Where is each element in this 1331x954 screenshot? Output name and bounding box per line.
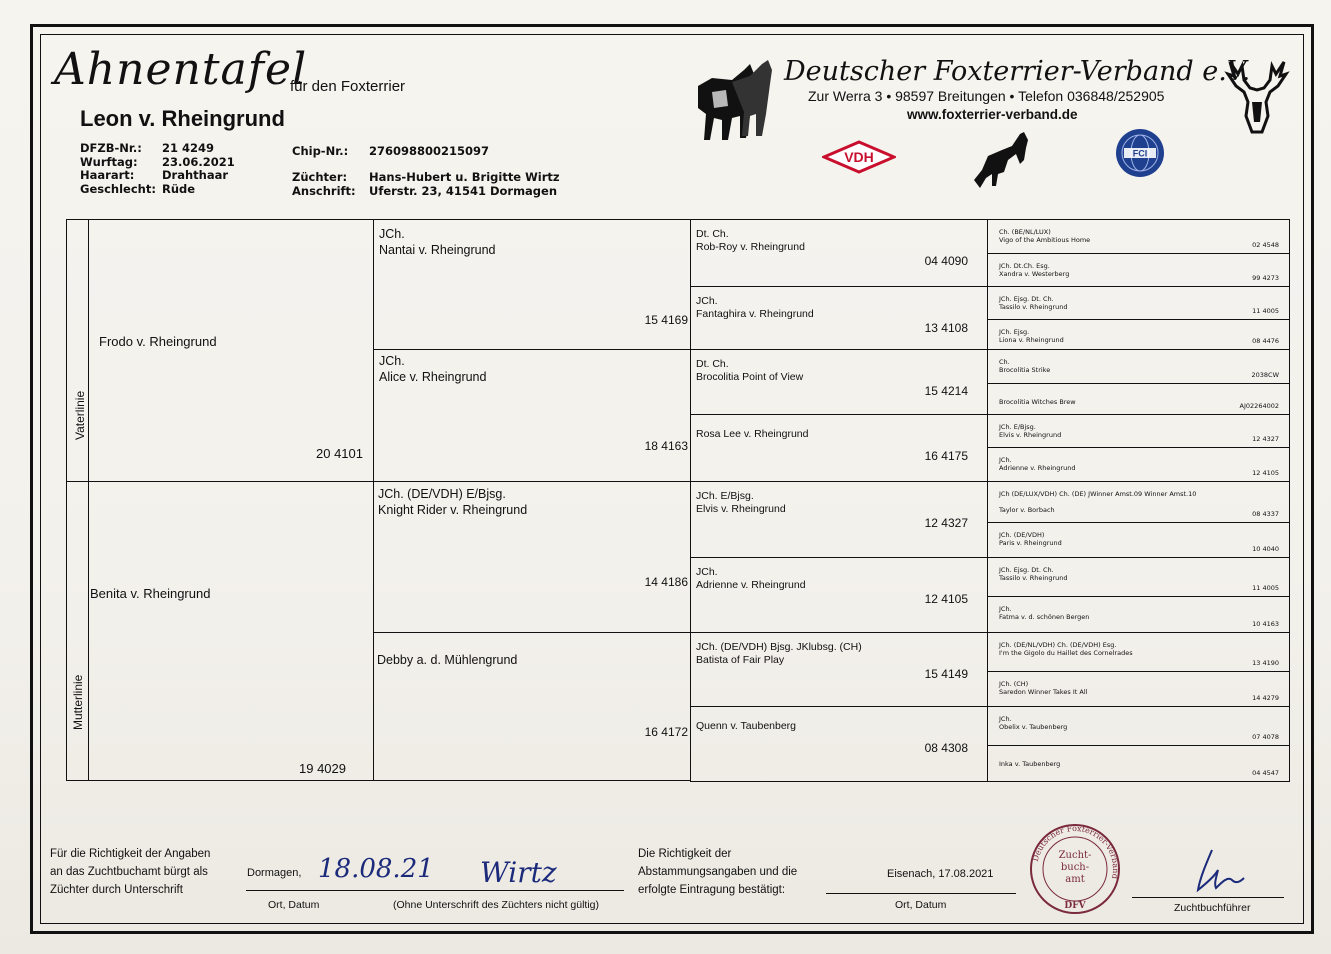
gen4-title: JCh. Ejsg. Dt. Ch. (999, 566, 1054, 574)
mutterlinie-label: Mutterlinie (71, 674, 85, 730)
gen3-reg: 15 4149 (924, 667, 968, 681)
gen2-name: Knight Rider v. Rheingrund (378, 503, 528, 517)
gen4-cell (987, 383, 1290, 415)
gen4-cell (987, 745, 1290, 782)
zuechter-label: Züchter: (292, 170, 348, 184)
gen4-reg: 99 4273 (1252, 274, 1279, 282)
gen4-name: Elvis v. Rheingrund (999, 431, 1062, 439)
association-website: www.foxterrier-verband.de (907, 107, 1078, 122)
dam-name: Benita v. Rheingrund (90, 586, 211, 601)
zuechter-value: Hans-Hubert u. Brigitte Wirtz (369, 170, 560, 184)
stamp-center-line: amt (1065, 874, 1085, 885)
gen4-title: JCh (DE/LUX/VDH) Ch. (DE) JWinner Amst.09 Winner Amst.10 (999, 490, 1197, 498)
gen4-name: Fatma v. d. schönen Bergen (999, 613, 1090, 621)
gen3-name: Rosa Lee v. Rheingrund (696, 428, 809, 440)
signature-note: (Ohne Unterschrift des Züchters nicht gültig) (393, 899, 600, 911)
confirmation-text (638, 845, 797, 899)
gen3-reg: 12 4105 (924, 592, 968, 606)
gen3-title: Dt. Ch. (696, 228, 729, 240)
gen4-reg: 12 4327 (1252, 435, 1279, 443)
breeder-date-handwritten: 18.08.21 (318, 854, 434, 884)
gen4-cell (987, 414, 1290, 448)
gen3-title: JCh. E/Bjsg. (696, 490, 754, 502)
gen4-title: JCh. E/Bjsg. (999, 423, 1036, 431)
gen4-cell (987, 632, 1290, 672)
gen4-reg: AJ02264002 (1239, 402, 1279, 410)
gen4-name: Inka v. Taubenberg (999, 760, 1061, 768)
gen4-title: JCh. (DE/VDH) (999, 531, 1045, 539)
sire-cell (66, 219, 374, 482)
stamp-bottom-text: DFV (1064, 901, 1086, 911)
breeder-signature: Wirtz (480, 856, 557, 889)
confirmation-line: Abstammungsangaben und die (638, 866, 798, 878)
gen4-title: Ch. (999, 358, 1010, 366)
vdh-logo-icon (822, 140, 896, 174)
gen3-cell (690, 632, 988, 707)
breeder-values (369, 171, 560, 198)
gen3-cell (690, 286, 988, 350)
vaterlinie-label: Vaterlinie (73, 390, 87, 440)
gen4-name: Brocolitia Strike (999, 366, 1051, 374)
document-title: Ahnentafel (54, 44, 308, 95)
gen4-name: Xandra v. Westerberg (999, 270, 1070, 278)
association-name: Deutscher Foxterrier-Verband e.V. (784, 56, 1251, 87)
gen3-cell (690, 349, 988, 415)
gen4-cell (987, 253, 1290, 287)
gen4-title: JCh. (CH) (999, 680, 1029, 688)
pedigree-table (66, 219, 1290, 781)
breeder-declaration (50, 845, 210, 899)
dog-silhouette-logo-icon (968, 126, 1036, 192)
gen2-reg: 15 4169 (644, 313, 688, 327)
gen4-cell (987, 557, 1290, 597)
gen4-name: Brocolitia Witches Brew (999, 398, 1076, 406)
gen4-reg: 10 4163 (1252, 620, 1279, 628)
gen4-cell (987, 481, 1290, 523)
anschrift-value: Uferstr. 23, 41541 Dormagen (369, 183, 558, 198)
gen2-reg: 16 4172 (644, 725, 688, 739)
registrar-label: Zuchtbuchführer (1174, 902, 1251, 914)
gen4-reg: 08 4476 (1252, 337, 1279, 345)
haarart-label: Haarart: (80, 168, 135, 182)
gen4-title: JCh. (DE/NL/VDH) Ch. (DE/VDH) Esg. (999, 641, 1117, 649)
gen4-reg: 08 4337 (1252, 510, 1279, 518)
vdh-logo-text: VDH (844, 149, 874, 165)
gen4-cell (987, 319, 1290, 350)
fci-logo-icon (1114, 127, 1166, 179)
gen3-name: Fantaghira v. Rheingrund (696, 308, 814, 320)
gen2-title: JCh. (DE/VDH) E/Bjsg. (378, 487, 506, 501)
gen2-cell (373, 349, 691, 482)
breeder-labels (292, 171, 356, 198)
gen3-reg: 08 4308 (924, 741, 968, 755)
stag-head-logo-icon (1222, 58, 1292, 138)
gen4-title: JCh. (999, 456, 1012, 464)
gen4-name: I'm the Gigolo du Haillet des Cornelrades (999, 649, 1133, 657)
wurftag-value: 23.06.2021 (162, 154, 235, 169)
gen4-reg: 13 4190 (1252, 659, 1279, 667)
gen3-name: Adrienne v. Rheingrund (696, 579, 806, 591)
gen3-reg: 12 4327 (924, 516, 968, 530)
gen3-reg: 13 4108 (924, 321, 968, 335)
gen2-cell (373, 632, 691, 781)
gen4-title: JCh. Ejsg. Dt. Ch. (999, 295, 1054, 303)
gen3-name: Elvis v. Rheingrund (696, 503, 786, 515)
gen4-name: Liona v. Rheingrund (999, 336, 1064, 344)
breeder-place: Dormagen, (247, 867, 302, 879)
gen4-reg: 07 4078 (1252, 733, 1279, 741)
stamp-center-line: Zucht- (1058, 850, 1092, 861)
sire-name: Frodo v. Rheingrund (99, 334, 217, 349)
document-subtitle: für den Foxterrier (290, 78, 406, 95)
gen4-cell (987, 522, 1290, 558)
gen3-reg: 16 4175 (924, 449, 968, 463)
wurftag-label: Wurftag: (80, 154, 138, 169)
gen2-title: JCh. (379, 227, 405, 241)
gen4-cell (987, 447, 1290, 482)
gen3-title: JCh. (696, 566, 718, 578)
gen4-cell (987, 706, 1290, 746)
gen4-name: Tassilo v. Rheingrund (999, 574, 1068, 582)
gen2-title: JCh. (379, 354, 405, 368)
gen4-cell (987, 219, 1290, 254)
ort-datum-label: Ort, Datum (268, 899, 320, 911)
registrar-signature-icon (1192, 846, 1252, 896)
gen2-cell (373, 219, 691, 350)
geschlecht-value: Rüde (162, 181, 196, 196)
gen4-reg: 10 4040 (1252, 545, 1279, 553)
gen4-cell (987, 671, 1290, 707)
gen4-name: Obelix v. Taubenberg (999, 723, 1068, 731)
gen2-reg: 14 4186 (644, 575, 688, 589)
gen3-title: JCh. (696, 295, 718, 307)
gen4-reg: 14 4279 (1252, 694, 1279, 702)
gen2-name: Nantai v. Rheingrund (379, 243, 496, 257)
gen4-name: Saredon Winner Takes It All (999, 688, 1088, 696)
breeder-declaration-line: Züchter durch Unterschrift (50, 884, 183, 896)
breeder-declaration-line: an das Zuchtbuchamt bürgt als (50, 866, 208, 878)
gen4-reg: 02 4548 (1252, 241, 1279, 249)
gen3-name: Batista of Fair Play (696, 654, 785, 666)
gen4-name: Taylor v. Borbach (999, 506, 1055, 514)
stamp-center-line: buch- (1060, 862, 1090, 873)
gen3-cell (690, 414, 988, 482)
gen4-title: JCh. Dt.Ch. Esg. (999, 262, 1050, 270)
breeder-signature-line (246, 890, 624, 891)
gen3-cell (690, 706, 988, 782)
anschrift-label: Anschrift: (292, 183, 356, 198)
dam-cell (66, 481, 374, 781)
geschlecht-label: Geschlecht: (80, 181, 156, 196)
gen4-title: Ch. (BE/NL/LUX) (999, 228, 1051, 236)
fci-logo-text: FCI (1132, 148, 1148, 159)
office-date-line (826, 893, 1016, 894)
gen3-name: Rob-Roy v. Rheingrund (696, 241, 805, 253)
dfzb-value: 21 4249 (162, 141, 215, 155)
chip-label: Chip-Nr.: (292, 144, 349, 158)
gen4-cell (987, 349, 1290, 384)
gen3-cell (690, 219, 988, 287)
sire-reg: 20 4101 (316, 446, 363, 461)
dam-reg: 19 4029 (299, 761, 346, 776)
gen4-name: Tassilo v. Rheingrund (999, 303, 1068, 311)
gen4-reg: 2038CW (1251, 371, 1279, 379)
gen4-reg: 11 4005 (1252, 307, 1279, 315)
dog-name: Leon v. Rheingrund (80, 106, 285, 131)
foxterrier-dogs-logo-icon (692, 56, 782, 146)
gen4-reg: 11 4005 (1252, 584, 1279, 592)
info-values (162, 142, 235, 196)
info-labels (80, 142, 156, 196)
ort-datum-label-2: Ort, Datum (895, 899, 947, 911)
haarart-value: Drahthaar (162, 168, 229, 182)
zuchtbuchamt-stamp-icon (1028, 822, 1122, 916)
gen3-cell (690, 557, 988, 633)
gen4-name: Paris v. Rheingrund (999, 539, 1062, 547)
gen2-cell (373, 481, 691, 633)
confirmation-line: erfolgte Eintragung bestätigt: (638, 884, 786, 896)
gen3-reg: 15 4214 (924, 384, 968, 398)
breeder-declaration-line: Für die Richtigkeit der Angaben (50, 848, 211, 860)
gen4-cell (987, 596, 1290, 633)
gen4-title: JCh. Ejsg. (999, 328, 1030, 336)
gen4-cell (987, 286, 1290, 320)
gen3-name: Quenn v. Taubenberg (696, 720, 797, 732)
gen3-title: JCh. (DE/VDH) Bjsg. JKlubsg. (CH) (696, 641, 862, 653)
gen4-name: Adrienne v. Rheingrund (999, 464, 1076, 472)
gen4-title: JCh. (999, 715, 1012, 723)
office-place-date: Eisenach, 17.08.2021 (887, 868, 994, 880)
gen3-reg: 04 4090 (924, 254, 968, 268)
registrar-line (1132, 897, 1284, 898)
gen4-title: JCh. (999, 605, 1012, 613)
gen2-name: Alice v. Rheingrund (379, 370, 487, 384)
gen4-reg: 12 4105 (1252, 469, 1279, 477)
association-address: Zur Werra 3 • 98597 Breitungen • Telefon 036848/252905 (808, 88, 1165, 104)
gen4-name: Vigo of the Ambitious Home (999, 236, 1091, 244)
gen3-cell (690, 481, 988, 558)
chip-value: 276098800215097 (369, 144, 490, 158)
gen2-reg: 18 4163 (644, 439, 688, 453)
dfzb-label: DFZB-Nr.: (80, 141, 142, 155)
gen3-title: Dt. Ch. (696, 358, 729, 370)
gen3-name: Brocolitia Point of View (696, 371, 804, 383)
confirmation-line: Die Richtigkeit der (638, 848, 732, 860)
gen4-reg: 04 4547 (1252, 769, 1279, 777)
gen2-name: Debby a. d. Mühlengrund (377, 653, 518, 667)
stamp-ring-text: Deutscher Foxterrier-Verband (1030, 823, 1121, 880)
